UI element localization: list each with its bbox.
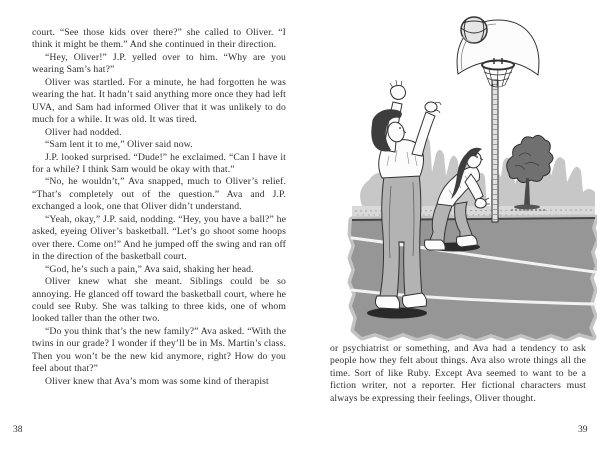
paragraph: “God, he’s such a pain,” Ava said, shaking her head. — [45, 263, 254, 275]
paragraph: “No, he wouldn’t,” Ava snapped, much to Oliver’s relief. “That’s completely out of the question.” Ava and J.P. exchanged a look, one that Oliver didn’t understand. — [32, 176, 286, 213]
page-number-left: 38 — [13, 425, 23, 435]
paragraph: or psychiatrist or something, and Ava had a tendency to ask people how they felt about things. Ava also wrote things all the time. Sort of like Ruby. Except Ava seemed to want to be a fiction writer, not a reporter. Her fictional characters must always be expressing their feelings, Oliver thought. — [330, 343, 586, 404]
paragraph: Oliver knew what she meant. Siblings could be so annoying. He glanced off toward the basketball court, where he could see Ruby. She was talking to three kids, one of whom looked taller than the other two. — [32, 276, 286, 325]
basketball — [461, 17, 487, 43]
paragraph: Oliver had nodded. — [45, 126, 122, 138]
paragraph: “Yeah, okay,” J.P. said, nodding. “Hey, you have a ball?” he asked, eyeing Oliver’s basketball. “Let’s go shoot some hoops over there. Come on!” And he jumped off the swing and ran off in the direction of the basketball court. — [32, 213, 286, 263]
paragraph: J.P. looked surprised. “Dude!” he exclaimed. “Can I have it for a while? I think Sam would be okay with that.” — [32, 151, 286, 175]
paragraph: “Sam lent it to me,” Oliver said now. — [45, 139, 193, 151]
page-number-right: 39 — [578, 425, 588, 435]
hoop-pole — [492, 80, 498, 222]
left-text-column — [32, 27, 286, 388]
right-text-column — [330, 343, 586, 405]
paragraph: “Do you think that’s the new family?” Ava asked. “With the twins in our grade? I wonder if they’ll be in Ms. Martin’s class. Then you won’t be the new kid anymore, right? How do you feel about that?” — [32, 325, 286, 375]
paragraph: Oliver knew that Ava’s mom was some kind of therapist — [45, 375, 269, 387]
paragraph: Oliver was startled. For a minute, he had forgotten he was wearing the hat. It hadn’t said anything more once they had left UVA, and Sam had informed Oliver that it was unlikely to do much for a while. It was old. It was tired. — [32, 76, 286, 126]
paragraph: court. “See those kids over there?” she called to Oliver. “I think it might be them.” And she continued in their direction. — [32, 27, 286, 51]
basketball-illustration — [327, 6, 597, 341]
paragraph: “Hey, Oliver!” J.P. yelled over to him. “Why are you wearing Sam’s hat?” — [32, 51, 286, 76]
